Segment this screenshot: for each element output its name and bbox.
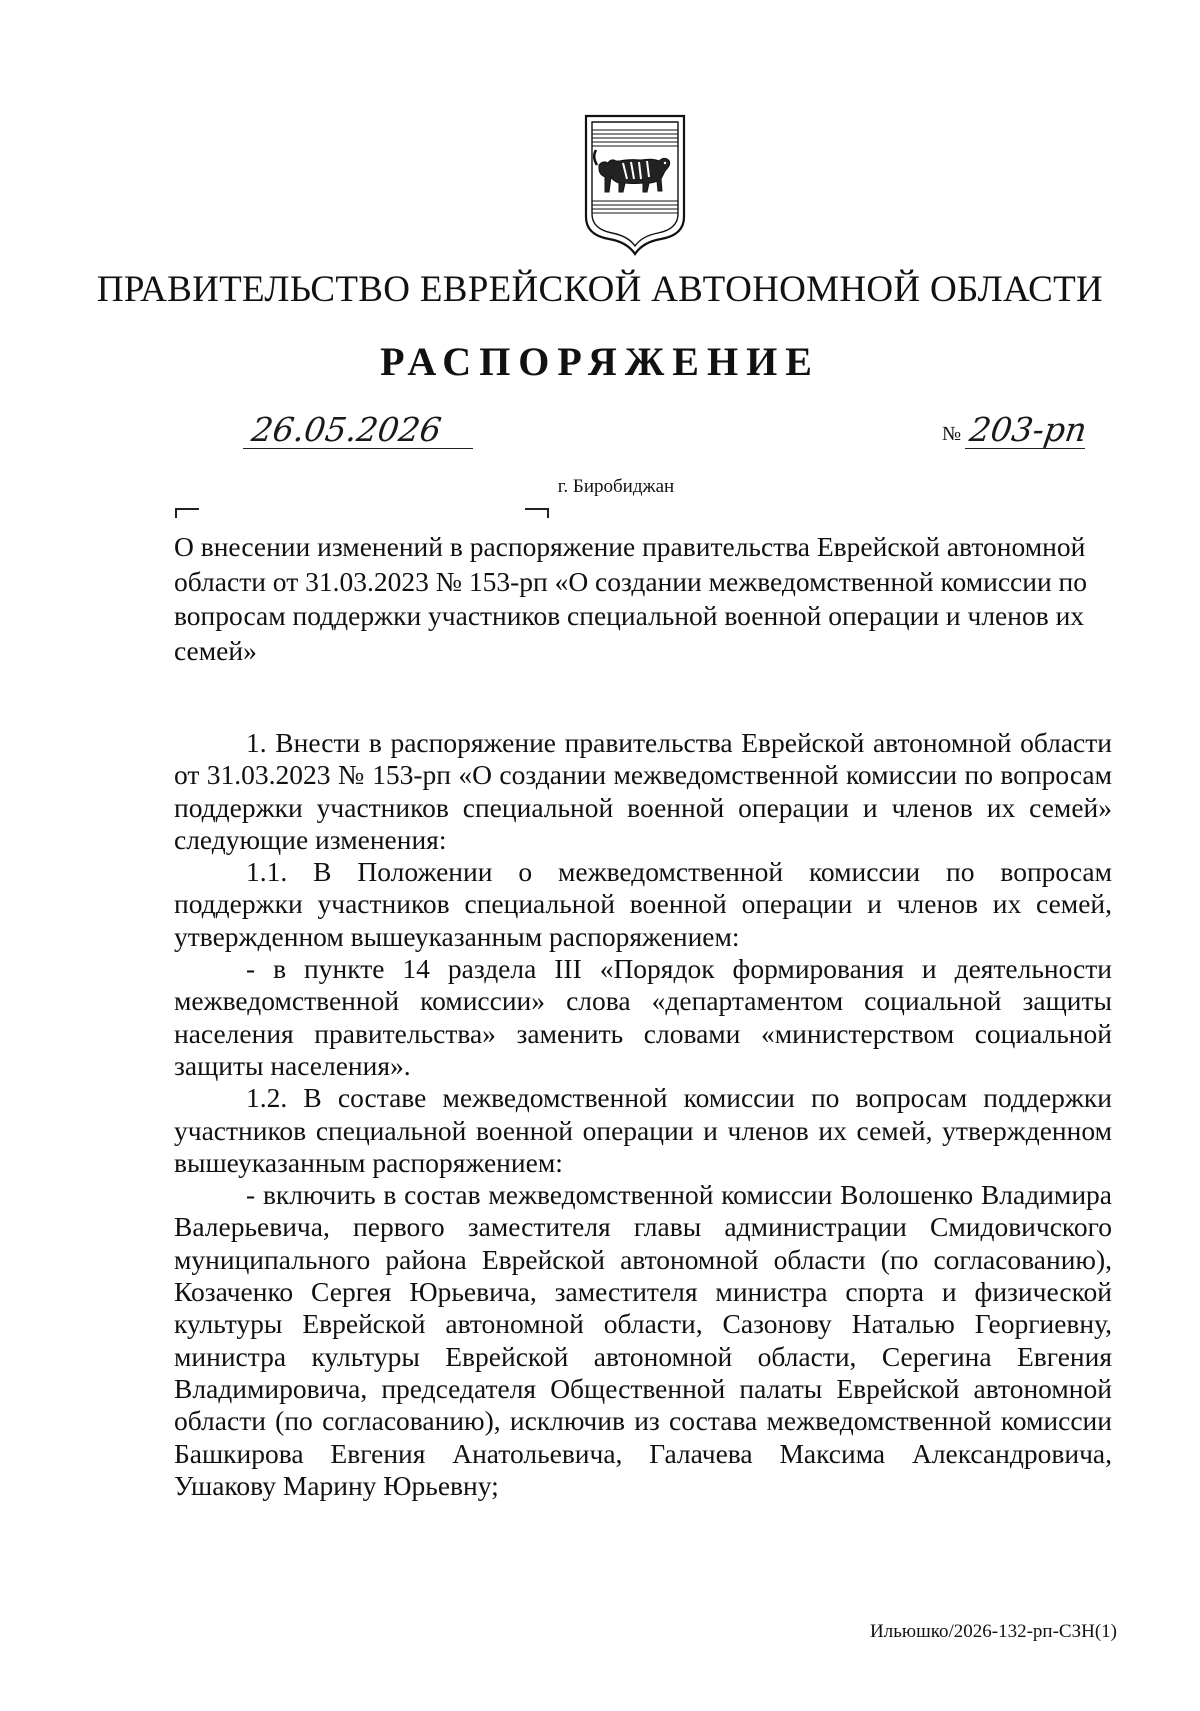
subject-corner-right xyxy=(525,508,549,518)
subject-corner-left xyxy=(175,508,199,518)
document-subject: О внесении изменений в распоряжение правительства Еврейской автономной области от 31.03.2023 № 153-рп «О создании межведомственной комиссии по вопросам поддержки участников специальной военной операции и членов их семей» xyxy=(174,531,1088,666)
date-underline xyxy=(243,448,473,449)
number-sign: № xyxy=(942,423,962,445)
body-paragraph: 1.2. В составе межведомственной комиссии по вопросам поддержки участников специальной военной операции и членов их семей, утвержденном вышеуказанным распоряжением: xyxy=(174,1082,1112,1178)
document-body xyxy=(174,727,1112,1502)
document-date: 26.05.2026 xyxy=(249,410,444,449)
body-paragraph: - в пункте 14 раздела III «Порядок формирования и деятельности межведомственной комиссии» слова «департаментом социальной защиты населения правительства» заменить словами «министерством социальной защиты населения». xyxy=(174,953,1112,1081)
footer-reference: Ильюшко/2026-132-рп-СЗН(1) xyxy=(870,1621,1117,1642)
government-title: ПРАВИТЕЛЬСТВО ЕВРЕЙСКОЙ АВТОНОМНОЙ ОБЛАСТИ xyxy=(96,269,1104,310)
document-number: 203-рп xyxy=(967,410,1090,449)
number-underline xyxy=(965,448,1085,449)
document-type-title: РАСПОРЯЖЕНИЕ xyxy=(380,339,820,384)
body-paragraph: - включить в состав межведомственной комиссии Волошенко Владимира Валерьевича, первого заместителя главы администрации Смидовичского муниципального района Еврейской автономной области (по согласованию), Козаченко Сергея Юрьевича, заместителя министра спорта и физической культуры Еврейской автономной области, Сазонову Наталью Георгиевну, министра культуры Еврейской автономной области, Серегина Евгения Владимировича, председателя Общественной палаты Еврейской автономной области (по согласованию), исключив из состава межведомственной комиссии Башкирова Евгения Анатольевича, Галачева Максима Александровича, Ушакову Марину Юрьевну; xyxy=(174,1179,1112,1501)
body-paragraph: 1.1. В Положении о межведомственной комиссии по вопросам поддержки участников специальной военной операции и членов их семей, утвержденном вышеуказанным распоряжением: xyxy=(174,856,1112,952)
body-paragraph: 1. Внести в распоряжение правительства Еврейской автономной области от 31.03.2023 № 153-рп «О создании межведомственной комиссии по вопросам поддержки участников специальной военной операции и членов их семей» следующие изменения: xyxy=(174,727,1112,855)
coat-of-arms-tiger-icon xyxy=(583,113,687,257)
city-label: г. Биробиджан xyxy=(557,476,675,497)
